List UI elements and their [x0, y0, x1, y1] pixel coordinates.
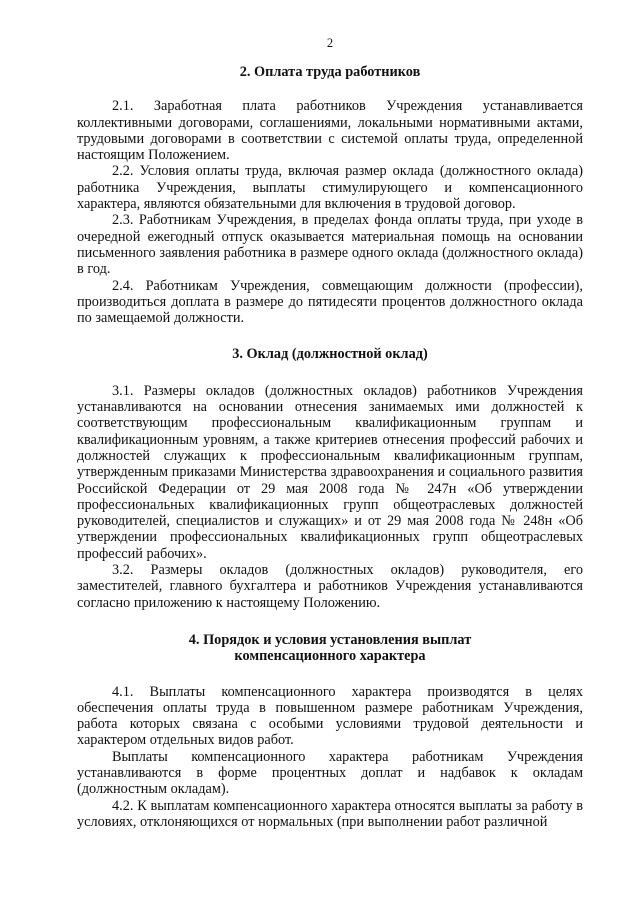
- paragraph: 2.4. Работникам Учреждения, совмещающим должности (профессии), производиться доплата в размере до пятидесяти процентов должностного оклада по замещаемой должности.: [77, 277, 583, 327]
- paragraph: 2.1. Заработная плата работников Учреждения устанавливается коллективными договорами, соглашениями, локальными нормативными актами, трудовыми договорами в соответствии с системой оплаты труда, определенной настоящим Положением.: [77, 98, 583, 164]
- paragraph: 2.3. Работникам Учреждения, в пределах фонда оплаты труда, при уходе в очередной ежегодный отпуск оказывается материальная помощь на основании письменного заявления работника в размере одного оклада (должностного оклада) в год.: [77, 212, 583, 278]
- paragraph: 2.2. Условия оплаты труда, включая размер оклада (должностного оклада) работника Учреждения, выплаты стимулирующего и компенсационного характера, являются обязательными для включения в трудовой договор.: [77, 163, 583, 213]
- paragraph: 3.1. Размеры окладов (должностных окладов) работников Учреждения устанавливаются на основании отнесения занимаемых ими должностей к соответствующим профессиональным квалификационным группам и квалификационным уровням, а также критериев отнесения профессий рабочих и должностей служащих к профессиональным квалификационным группам, утвержденным приказами Министерства здравоохранения и социального развития Российской Федерации от 29 мая 2008 года № 247н «Об утверждении профессиональных квалификационных групп общеотраслевых должностей руководителей, специалистов и служащих» и от 29 мая 2008 года № 248н «Об утверждении профессиональных квалификационных групп общеотраслевых профессий рабочих».: [77, 382, 583, 562]
- paragraph: 4.1. Выплаты компенсационного характера производятся в целях обеспечения оплаты труда в повышенном размере работникам Учреждения, работа которых связана с особыми условиями трудовой деятельности и характером отдельных видов работ.: [77, 683, 583, 749]
- paragraph: 3.2. Размеры окладов (должностных окладов) руководителя, его заместителей, главного бухгалтера и работников Учреждения устанавливаются согласно приложению к настоящему Положению.: [77, 562, 583, 611]
- section-title: 2. Оплата труда работников: [239, 64, 421, 80]
- section-title: [77, 632, 583, 665]
- section-title: 3. Оклад (должностной оклад): [232, 346, 428, 363]
- paragraph: 4.2. К выплатам компенсационного характера относятся выплаты за работу в условиях, отклоняющихся от нормальных (при выполнении работ различной: [77, 797, 583, 830]
- section-2: [77, 64, 583, 326]
- section-4: [77, 632, 583, 830]
- section-title-line: компенсационного характера: [234, 648, 426, 665]
- page-number: 2: [326, 36, 334, 50]
- paragraph: Выплаты компенсационного характера работникам Учреждения устанавливаются в форме процентных доплат и надбавок к окладам (должностным окладам).: [77, 748, 583, 798]
- document-page: [77, 36, 583, 830]
- section-3: [77, 346, 583, 610]
- section-title-line: 4. Порядок и условия установления выплат: [188, 631, 472, 648]
